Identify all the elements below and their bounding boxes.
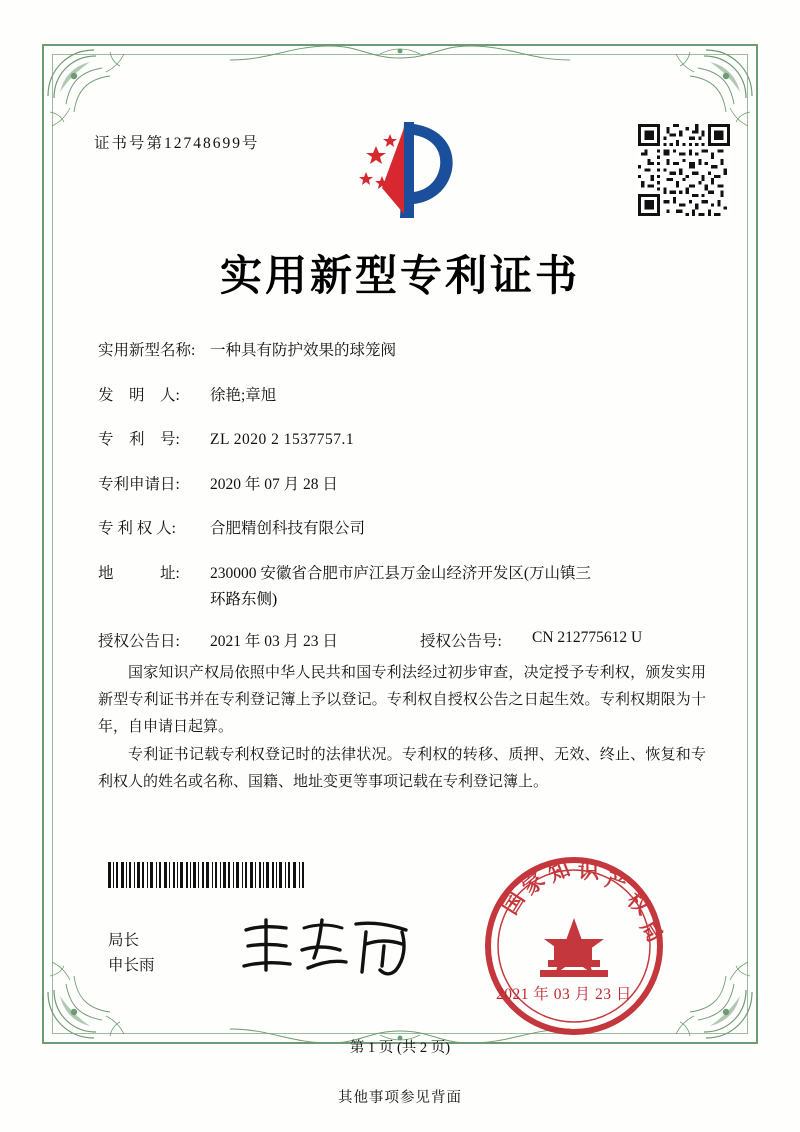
field-label: 发 明 人: — [98, 386, 180, 404]
svg-text:知: 知 — [544, 856, 574, 887]
signature-role: 局长 — [108, 932, 140, 949]
field-row-publication — [98, 629, 708, 651]
field-label: 实用新型名称: — [98, 342, 196, 359]
certificate-fields — [98, 338, 708, 673]
signature-name: 申长雨 — [108, 957, 155, 974]
field-label: 地 址: — [98, 564, 180, 582]
field-value: 2020 年 07 月 28 日 — [210, 475, 338, 493]
field-row-application-date — [98, 472, 708, 494]
certificate-body-text — [98, 660, 706, 797]
qr-code-icon — [638, 124, 730, 216]
official-seal-icon — [480, 852, 668, 1040]
handwritten-signature-icon — [238, 912, 428, 982]
field-value-publication-date: 2021 年 03 月 23 日 — [210, 632, 338, 650]
svg-text:产: 产 — [602, 867, 631, 897]
corner-ornament-icon — [660, 946, 756, 1042]
page-title: 实用新型专利证书 — [219, 251, 580, 300]
cnipa-logo-icon — [352, 118, 460, 223]
field-value-address-continued: 环路东侧) — [210, 590, 278, 608]
svg-text:家: 家 — [517, 867, 550, 900]
field-value-publication-number: CN 212775612 U — [532, 628, 643, 646]
svg-text:识: 识 — [578, 859, 599, 883]
field-row-patentee — [98, 516, 708, 538]
field-value: 一种具有防护效果的球笼阀 — [210, 342, 397, 359]
field-label-publication-date: 授权公告日: — [98, 632, 180, 650]
barcode-icon — [108, 862, 304, 888]
field-label-publication-number: 授权公告号: — [420, 632, 502, 650]
field-row-inventor — [98, 383, 708, 405]
top-edge-ornament-icon — [230, 40, 570, 71]
certificate-number: 证书号第12748699号 — [94, 135, 260, 152]
field-label: 专 利 号: — [98, 431, 180, 448]
corner-ornament-icon — [44, 46, 140, 142]
field-row-utility-model-name — [98, 338, 708, 360]
field-value: 230000 安徽省合肥市庐江县万金山经济开发区(万山镇三 — [210, 564, 592, 582]
page-number: 第 1 页 (共 2 页) — [349, 1040, 451, 1056]
field-value: 合肥精创科技有限公司 — [210, 520, 366, 537]
field-label: 专 利 权 人: — [98, 520, 176, 537]
field-row-address — [98, 561, 708, 583]
field-value: ZL 2020 2 1537757.1 — [210, 431, 355, 448]
body-paragraph-1: 国家知识产权局依照中华人民共和国专利法经过初步审查，决定授予专利权，颁发实用新型专利证书并在专利登记簿上予以登记。专利权自授权公告之日起生效。专利权期限为十年，自申请日起算。 — [98, 665, 706, 735]
body-paragraph-2: 专利证书记载专利权登记时的法律状况。专利权的转移、质押、无效、终止、恢复和专利权人的姓名或名称、国籍、地址变更等事项记载在专利登记簿上。 — [98, 747, 706, 790]
svg-text:权: 权 — [622, 887, 655, 920]
field-row-patent-number — [98, 427, 708, 449]
field-value: 徐艳;章旭 — [210, 386, 277, 404]
svg-text:局: 局 — [635, 915, 668, 947]
svg-text:国: 国 — [497, 888, 530, 919]
seal-date: 2021 年 03 月 23 日 — [496, 986, 632, 1003]
footnote: 其他事项参见背面 — [338, 1090, 462, 1106]
field-label: 专利申请日: — [98, 475, 180, 493]
signature-block — [108, 928, 155, 978]
